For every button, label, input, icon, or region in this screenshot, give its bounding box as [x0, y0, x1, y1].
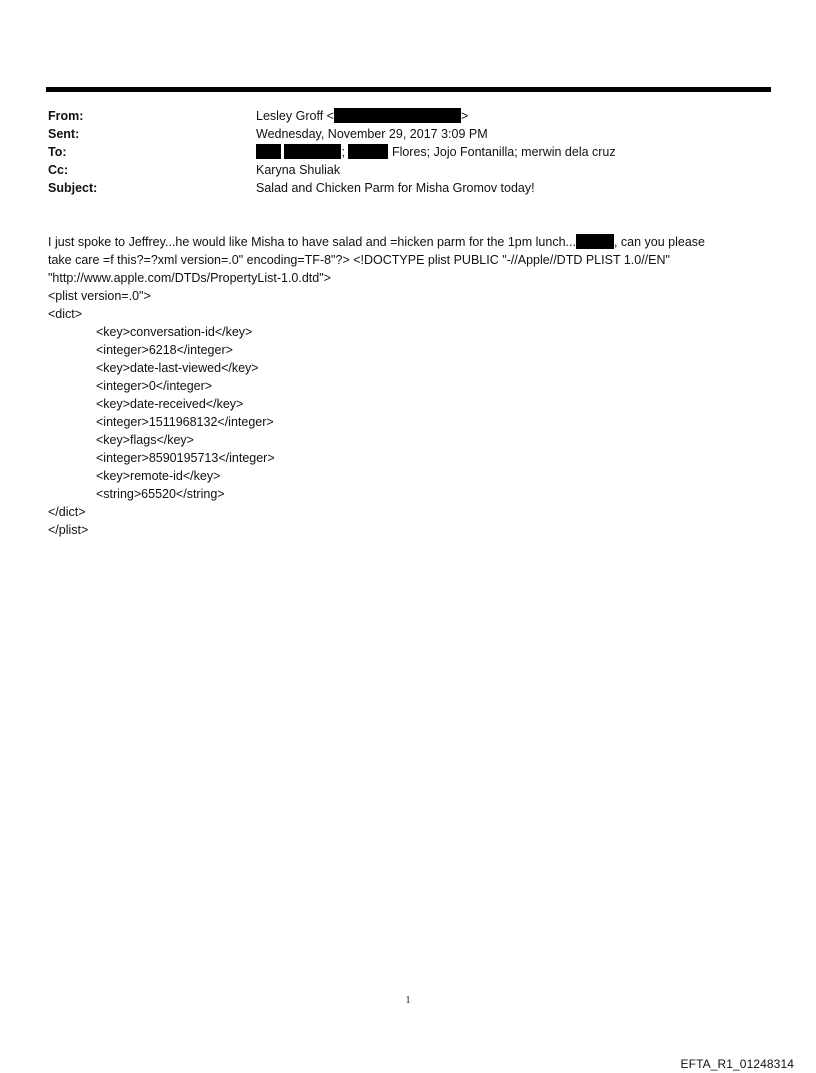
plist-entry: <key>flags</key>: [96, 433, 194, 447]
from-value: [256, 107, 468, 125]
email-body: [48, 233, 768, 539]
redaction-box: [348, 144, 388, 159]
cc-row: [48, 161, 768, 179]
body-line: [48, 233, 768, 251]
plist-close-tag: </plist>: [48, 523, 89, 537]
page-number: 1: [405, 995, 411, 1006]
redaction-box: [576, 234, 614, 249]
plist-open-tag: <plist version=.0">: [48, 289, 151, 303]
dict-close-tag: </dict>: [48, 505, 86, 519]
header-rule: [46, 87, 771, 92]
redaction-box: [256, 144, 281, 159]
plist-entry: <integer>0</integer>: [96, 379, 213, 393]
body-text-segment: I just spoke to Jeffrey...he would like Misha to have salad and =hicken parm for the 1pm lunch...: [48, 235, 576, 249]
plist-entry: <string>65520</string>: [96, 487, 225, 501]
plist-entry: <key>conversation-id</key>: [96, 325, 253, 339]
cc-value: Karyna Shuliak: [256, 163, 341, 177]
plist-entry: <key>date-last-viewed</key>: [96, 361, 259, 375]
plist-entry: <integer>6218</integer>: [96, 343, 233, 357]
redaction-box: [334, 108, 461, 123]
to-label: To:: [48, 145, 67, 159]
body-line: "http://www.apple.com/DTDs/PropertyList-1.0.dtd">: [48, 271, 331, 285]
to-recipients: Flores; Jojo Fontanilla; merwin dela cruz: [391, 145, 616, 159]
from-close-bracket: >: [460, 109, 469, 123]
from-label: From:: [48, 109, 84, 123]
from-row: [48, 107, 768, 125]
plist-entry: <key>date-received</key>: [96, 397, 244, 411]
subject-label: Subject:: [48, 181, 98, 195]
dict-open-tag: <dict>: [48, 307, 83, 321]
body-line: take care =f this?=?xml version=.0" encoding=TF-8"?> <!DOCTYPE plist PUBLIC "-//Apple//DTD PLIST 1.0//EN": [48, 253, 670, 267]
subject-row: [48, 179, 768, 197]
sent-value: Wednesday, November 29, 2017 3:09 PM: [256, 127, 488, 141]
plist-entry: <integer>1511968132</integer>: [96, 415, 274, 429]
redaction-box: [284, 144, 341, 159]
sent-row: [48, 125, 768, 143]
subject-value: Salad and Chicken Parm for Misha Gromov today!: [256, 181, 535, 195]
email-header: [48, 107, 768, 197]
to-value: [256, 143, 616, 161]
plist-entry: <integer>8590195713</integer>: [96, 451, 275, 465]
to-row: [48, 143, 768, 161]
plist-entry: <key>remote-id</key>: [96, 469, 221, 483]
sent-label: Sent:: [48, 127, 80, 141]
to-separator: ;: [341, 145, 345, 159]
body-text-segment: , can you please: [613, 235, 705, 249]
from-name: Lesley Groff <: [256, 109, 334, 123]
document-id: EFTA_R1_01248314: [680, 1057, 794, 1071]
cc-label: Cc:: [48, 163, 69, 177]
